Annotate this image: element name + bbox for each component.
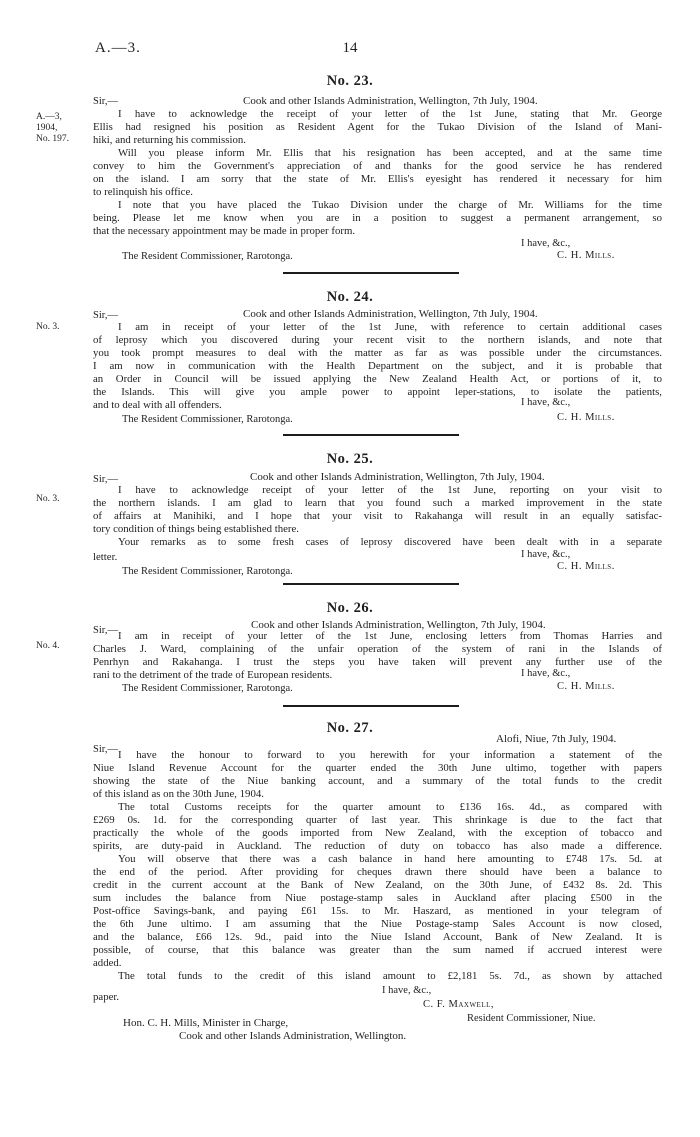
body-line: the northern islands. I am glad to learn that you found such a marked improvement in the state bbox=[93, 497, 662, 509]
addressee: The Resident Commissioner, Rarotonga. bbox=[122, 566, 293, 577]
margin-reference: No. 3. bbox=[36, 494, 60, 504]
body-line: possible, of course, that this balance was greater than the sum named if accrued interest were bbox=[93, 944, 662, 956]
salutation: Sir,— bbox=[93, 744, 118, 755]
signature: C. H. Mills. bbox=[557, 250, 615, 261]
body-line: £269 0s. 1d. for the corresponding quarter of last year. This shrinkage is due to the fact that bbox=[93, 814, 662, 826]
body-line: Ellis had resigned his position as Resident Agent for the Tukao Division of the Island of Mani- bbox=[93, 121, 662, 133]
body-line: Charles J. Ward, complaining of the unfair operation of the system of rani in the Islands of bbox=[93, 643, 662, 655]
letter-title: No. 24. bbox=[326, 289, 374, 305]
closing: I have, &c., bbox=[521, 238, 571, 249]
body-line: Will you please inform Mr. Ellis that his resignation has been accepted, and at the same time bbox=[118, 147, 662, 159]
closing: I have, &c., bbox=[521, 397, 571, 408]
body-line: the Islands. This will give you ample power to appoint leper-stations, to isolate the patients, bbox=[93, 386, 662, 398]
signature: C. H. Mills. bbox=[557, 412, 615, 423]
section-divider bbox=[283, 272, 459, 274]
body-line: spirits, are duty-paid in Auckland. The reduction of duty on tobacco has also made a difference. bbox=[93, 840, 662, 852]
body-line: letter. bbox=[93, 551, 118, 563]
body-line: I have to acknowledge the receipt of your letter of the 1st June, stating that Mr. George bbox=[118, 108, 662, 120]
salutation: Sir,— bbox=[93, 474, 118, 485]
body-line: Niue Island Revenue Account for the quarter ended the 30th June ultimo, together with papers bbox=[93, 762, 662, 774]
salutation: Sir,— bbox=[93, 625, 118, 636]
closing: I have, &c., bbox=[521, 668, 571, 679]
closing: I have, &c., bbox=[521, 549, 571, 560]
signature: C. F. Maxwell, bbox=[423, 999, 495, 1010]
signature-title: Resident Commissioner, Niue. bbox=[467, 1013, 596, 1024]
body-line: I have to acknowledge receipt of your letter of the 1st June, reporting on your visit to bbox=[118, 484, 662, 496]
signature: C. H. Mills. bbox=[557, 681, 615, 692]
body-line: that the necessary appointment may be made in proper form. bbox=[93, 225, 356, 237]
body-line: of leprosy which you discovered during your recent visit to the northern islands, and note that bbox=[93, 334, 662, 346]
addressee-line: Cook and other Islands Administration, Wellington. bbox=[179, 1030, 407, 1042]
letter-title: No. 26. bbox=[326, 600, 374, 616]
salutation: Sir,— bbox=[93, 310, 118, 321]
addressee: The Resident Commissioner, Rarotonga. bbox=[122, 414, 293, 425]
margin-reference: A.—3, 1904, No. 197. bbox=[36, 112, 69, 144]
body-line: paper. bbox=[93, 991, 120, 1003]
section-divider bbox=[283, 583, 459, 585]
dateline: Cook and other Islands Administration, Wellington, 7th July, 1904. bbox=[251, 619, 546, 631]
signature: C. H. Mills. bbox=[557, 561, 615, 572]
body-line: rani to the detriment of the trade of European residents. bbox=[93, 669, 333, 681]
dateline: Cook and other Islands Administration, Wellington, 7th July, 1904. bbox=[243, 308, 538, 320]
body-line: the end of the period. After providing for cheques drawn there should have been a balance to bbox=[93, 866, 662, 878]
dateline: Cook and other Islands Administration, Wellington, 7th July, 1904. bbox=[250, 471, 545, 483]
body-line: The total Customs receipts for the quarter amount to £136 16s. 4d., as compared with bbox=[118, 801, 662, 813]
body-line: I note that you have placed the Tukao Division under the charge of Mr. Williams for the time bbox=[118, 199, 662, 211]
addressee: The Resident Commissioner, Rarotonga. bbox=[122, 251, 293, 262]
body-line: an Order in Council will be issued applying the New Zealand Health Act, or portions of it, to bbox=[93, 373, 662, 385]
body-line: tory condition of things being established there. bbox=[93, 523, 300, 535]
letter-title: No. 27. bbox=[326, 720, 374, 736]
dateline: Alofi, Niue, 7th July, 1904. bbox=[496, 733, 617, 745]
margin-reference: No. 3. bbox=[36, 322, 60, 332]
margin-reference: No. 4. bbox=[36, 641, 60, 651]
body-line: to relinquish his office. bbox=[93, 186, 193, 198]
body-line: practically the whole of the goods imported from New Zealand, with the exception of tobacco and bbox=[93, 827, 662, 839]
body-line: hiki, and returning his commission. bbox=[93, 134, 246, 146]
body-line: you took prompt measures to deal with the matter as far as was possible under the circumstances. bbox=[93, 347, 662, 359]
page-header-ref: A.—3. bbox=[95, 40, 141, 56]
body-line: I am in receipt of your letter of the 1st June, enclosing letters from Thomas Harries and bbox=[118, 630, 662, 642]
body-line: showing the state of the Niue banking account, and a summary of the total funds to the credit bbox=[93, 775, 662, 787]
body-line: Penrhyn and Rakahanga. I trust the steps you have taken will prevent any further use of the bbox=[93, 656, 662, 668]
body-line: being. Please let me know when you are in a position to suggest a permanent arrangement, so bbox=[93, 212, 662, 224]
body-line: The total funds to the credit of this island amount to £2,181 5s. 7d., as shown by attached bbox=[118, 970, 662, 982]
body-line: and the balance, £66 12s. 9d., paid into the Niue Island Account, Bank of New Zealand. It is bbox=[93, 931, 662, 943]
body-line: on the island. I am sorry that the state of Mr. Ellis's eyesight has rendered it necessary for him bbox=[93, 173, 662, 185]
body-line: Your remarks as to some fresh cases of leprosy discovered have been dealt with in a separate bbox=[118, 536, 662, 548]
letter-title: No. 25. bbox=[326, 451, 374, 467]
section-divider bbox=[283, 705, 459, 707]
body-line: the 6th June ultimo. I am assuming that the Niue Postage-stamp Sales Account is now closed, bbox=[93, 918, 662, 930]
addressee: The Resident Commissioner, Rarotonga. bbox=[122, 683, 293, 694]
dateline: Cook and other Islands Administration, Wellington, 7th July, 1904. bbox=[243, 95, 538, 107]
body-line: I am in receipt of your letter of the 1st June, with reference to certain additional cases bbox=[118, 321, 662, 333]
salutation: Sir,— bbox=[93, 96, 118, 107]
letter-title: No. 23. bbox=[326, 73, 374, 89]
body-line: You will observe that there was a cash balance in hand here amounting to £748 17s. 5d. at bbox=[118, 853, 662, 865]
body-line: and to deal with all offenders. bbox=[93, 399, 222, 411]
closing: I have, &c., bbox=[382, 985, 432, 996]
page-number: 14 bbox=[342, 40, 358, 56]
section-divider bbox=[283, 434, 459, 436]
body-line: I am now in communication with the Health Department on the subject, and it is probable that bbox=[93, 360, 662, 372]
body-line: of this island as on the 30th June, 1904. bbox=[93, 788, 264, 800]
body-line: convey to him the Government's appreciation of and thanks for the good service he has rendered bbox=[93, 160, 662, 172]
body-line: credit in the current account at the Bank of New Zealand, on the 30th June, of £432 8s. 2d. This bbox=[93, 879, 662, 891]
body-line: sum includes the balance from Niue postage-stamp sales in Auckland after placing £500 in the bbox=[93, 892, 662, 904]
body-line: Post-office Savings-bank, and paying £61 15s. to Mr. Haszard, as mentioned in your telegram of bbox=[93, 905, 662, 917]
addressee-line: Hon. C. H. Mills, Minister in Charge, bbox=[123, 1017, 289, 1029]
body-line: I have the honour to forward to you herewith for your information a statement of the bbox=[118, 749, 662, 761]
body-line: added. bbox=[93, 957, 122, 969]
body-line: of affairs at Manihiki, and I hope that your visit to Rakahanga will result in an equally satisfac- bbox=[93, 510, 662, 522]
